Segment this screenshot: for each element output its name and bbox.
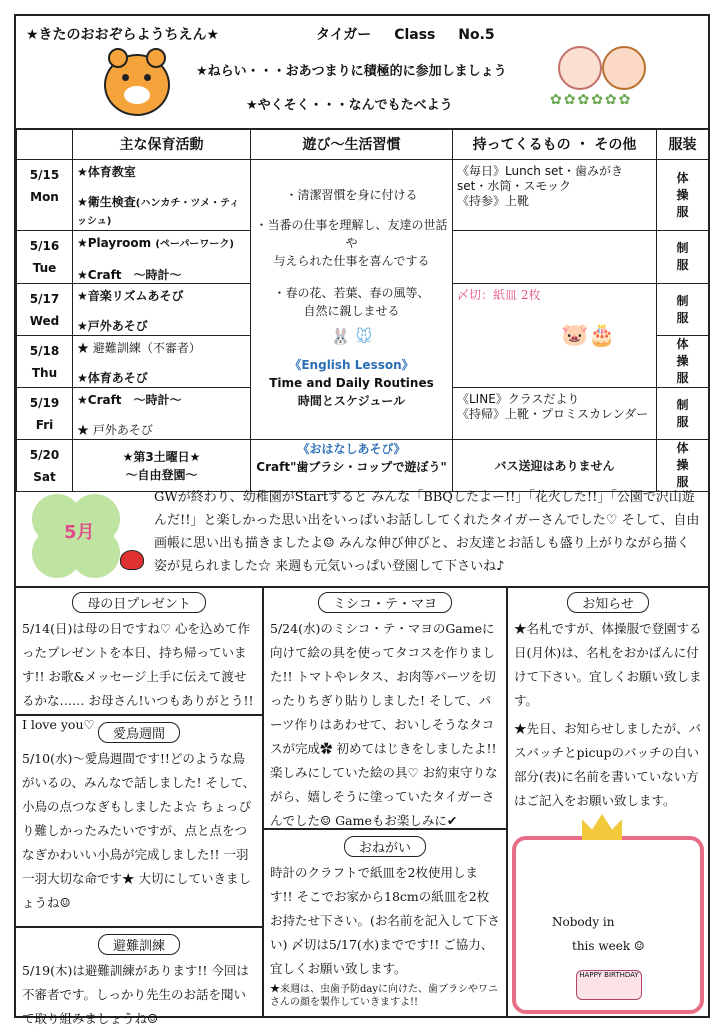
section-title: ミシコ・テ・マヨ xyxy=(318,592,452,613)
activity-cell: ★第3土曜日★ ～自由登園～ xyxy=(73,440,251,492)
section-footnote: ★来週は、虫歯予防dayに向けた、歯ブラシやワニさんの顔を製作していきますよ!! xyxy=(270,984,499,1008)
notice-body-1: ★名札ですが、体操服で登園する日(月休)は、名札をおかばんに付けて下さい。宜しくお願い致します。 xyxy=(514,621,702,708)
bring-cell xyxy=(453,231,657,284)
date-cell: 5/17 Wed xyxy=(17,284,73,336)
kindergarten-name: ★きたのおおぞらようちえん★ xyxy=(26,27,220,43)
header-date xyxy=(17,129,73,160)
header-clothes: 服装 xyxy=(657,129,709,160)
evacuation-drill-section xyxy=(16,928,262,1026)
section-body: 5/24(水)のミシコ・テ・マヨのGameに向けて絵の具を使ってタコスを作りました!! トマトやレタス、お肉等パーツを切ったりちぎり貼りしました! そして、パーツ作りはあわせて、おいしそうなタコスが完成✿ 初めてはじきをしましたよ!! 楽しみにしていた絵の具♡ お約束守りながら、嬉しそうに塗っていたタイガーさんでした☺ Gameもお楽しみに✔ xyxy=(270,621,498,828)
message-text: GWが終わり、幼稚園がStartすると みんな「BBQしたよー!!」「花火した!!」「公園で沢山遊んだ!!」と楽しかった思い出をいっぱいお話ししてくれたタイガーさんでした♡ そして、自由画帳に思い出も描きましたよ☺ みんな伸び伸びと、お友達とお話しも盛り上がりながら描く姿が見られました☆ 来週も元気いっぱい登園して下さいね♪ xyxy=(154,490,700,574)
class-label: Class xyxy=(394,27,436,43)
play-habits-cell: ・清潔習慣を身に付ける ・当番の仕事を理解し、友達の世話や 与えられた仕事を喜んでする ・春の花、若葉、春の風等、 自然に親しませる 🐰 🐭 《English Lesson》 Time and Daily Routines 時間とスケジュール xyxy=(251,160,453,440)
english-lesson-title: 《English Lesson》 xyxy=(289,358,414,372)
birthday-cake-illustration: HAPPY BIRTHDAY xyxy=(576,970,642,1000)
date-cell: 5/16 Tue xyxy=(17,231,73,284)
month-label: 5月 xyxy=(64,522,95,543)
class-info xyxy=(316,24,513,44)
header-bring: 持ってくるもの ・ その他 xyxy=(453,129,657,160)
activity-cell: ★音楽リズムあそび ★戸外あそび xyxy=(73,284,251,336)
theme-section xyxy=(264,586,506,830)
clothes-cell: 制服 xyxy=(657,388,709,440)
section-title: 愛鳥週間 xyxy=(98,722,180,743)
date-cell: 5/20 Sat xyxy=(17,440,73,492)
notice-body-2: ★先日、お知らせしましたが、バスバッチとpicupのバッチの白い部分(表)に名前を書いていない方はご記入をお願い致します。 xyxy=(514,721,702,808)
section-title: お知らせ xyxy=(567,592,649,613)
clothes-cell: 制服 xyxy=(657,284,709,336)
teacher-message xyxy=(16,478,708,588)
bring-cell: 〆切：紙皿 2枚 🐷🎂 xyxy=(453,284,657,388)
birthday-frame xyxy=(512,836,704,1014)
request-section xyxy=(264,830,506,1014)
party-illustration: 🐷🎂 xyxy=(561,323,616,348)
clothes-cell: 体操服 xyxy=(657,440,709,492)
activity-cell: ★Playroom (ペーパーワーク) ★Craft ～時計～ xyxy=(73,231,251,284)
date-cell: 5/18 Thu xyxy=(17,336,73,388)
story-play-cell: 《おはなしあそび》 Craft"歯ブラシ・コップで遊ぼう" xyxy=(251,440,453,492)
date-cell: 5/15 Mon xyxy=(17,160,73,231)
tiger-illustration xyxy=(104,54,170,116)
birthday-text: Nobody in this week ☺ xyxy=(552,915,645,953)
clothes-cell: 体操服 xyxy=(657,160,709,231)
header xyxy=(16,16,708,130)
mothers-day-section xyxy=(16,586,262,732)
middle-column xyxy=(264,586,508,1016)
header-activity: 主な保育活動 xyxy=(73,129,251,160)
clothes-cell: 体操服 xyxy=(657,336,709,388)
section-title: おねがい xyxy=(344,836,426,857)
table-row xyxy=(17,160,709,231)
left-column xyxy=(16,586,264,1026)
promise-text: ★やくそく・・・なんでもたべよう xyxy=(246,98,453,113)
section-title: 母の日プレゼント xyxy=(72,592,205,613)
activity-cell: ★体育教室 ★衛生検査(ハンカチ・ツメ・ティッシュ) xyxy=(73,160,251,231)
activity-cell: ★Craft ～時計～ ★ 戸外あそび xyxy=(73,388,251,440)
children-illustration: ✿✿✿✿✿✿ xyxy=(546,36,666,116)
section-body: 5/19(木)は避難訓練があります!! 今回は不審者です。しっかり先生のお話を聞いて取り組みましょうね☺ xyxy=(22,963,249,1026)
bring-cell: バス送迎はありません xyxy=(453,440,657,492)
class-name: タイガー xyxy=(316,27,372,43)
section-body: 時計のクラフトで紙皿を2枚使用します!! そこでお家から18cmの紙皿を2枚お持たせ下さい。(お名前を記入して下さい) 〆切は5/17(水)までです!! ご協力、宜しくお願い致します。 xyxy=(270,865,500,976)
bring-cell: 《毎日》Lunch set・歯みがきset・水筒・スモック 《持参》上靴 xyxy=(453,160,657,231)
clothes-cell: 制服 xyxy=(657,231,709,284)
weekly-schedule-table xyxy=(16,128,709,492)
right-column xyxy=(508,586,708,1016)
notice-section xyxy=(508,586,708,826)
issue-number: No.5 xyxy=(458,27,495,43)
section-body: 5/14(日)は母の日ですね♡ 心を込めて作ったプレゼントを本日、持ち帰っています!! お歌&メッセージ上手に伝えて渡せるかな…… お母さん!いつもありがとう!! I love you♡ xyxy=(22,621,254,732)
activity-cell: ★ 避難訓練（不審者） ★体育あそび xyxy=(73,336,251,388)
section-body: 5/10(水)～愛鳥週間です!!どのような鳥がいるの、みんなで話しました! そして、小鳥の点つなぎもしましたよ☆ ちょっぴり難しかったみたいですが、点と点をつなぎかわいい小鳥が完成しました!! 一羽一羽大切な命です★ 大切にしていきましょうね☺ xyxy=(22,751,256,910)
table-header-row xyxy=(17,129,709,160)
header-play: 遊び～生活習慣 xyxy=(251,129,453,160)
ladybug-icon xyxy=(120,550,144,570)
section-title: 避難訓練 xyxy=(98,934,180,955)
newsletter-page xyxy=(14,14,710,1026)
date-cell: 5/19 Fri xyxy=(17,388,73,440)
bring-cell: 《LINE》クラスだより 《持帰》上靴・プロミスカレンダー xyxy=(453,388,657,440)
aim-text: ★ねらい・・・おあつまりに積極的に参加しましょう xyxy=(196,64,507,79)
bird-week-section xyxy=(16,716,262,928)
